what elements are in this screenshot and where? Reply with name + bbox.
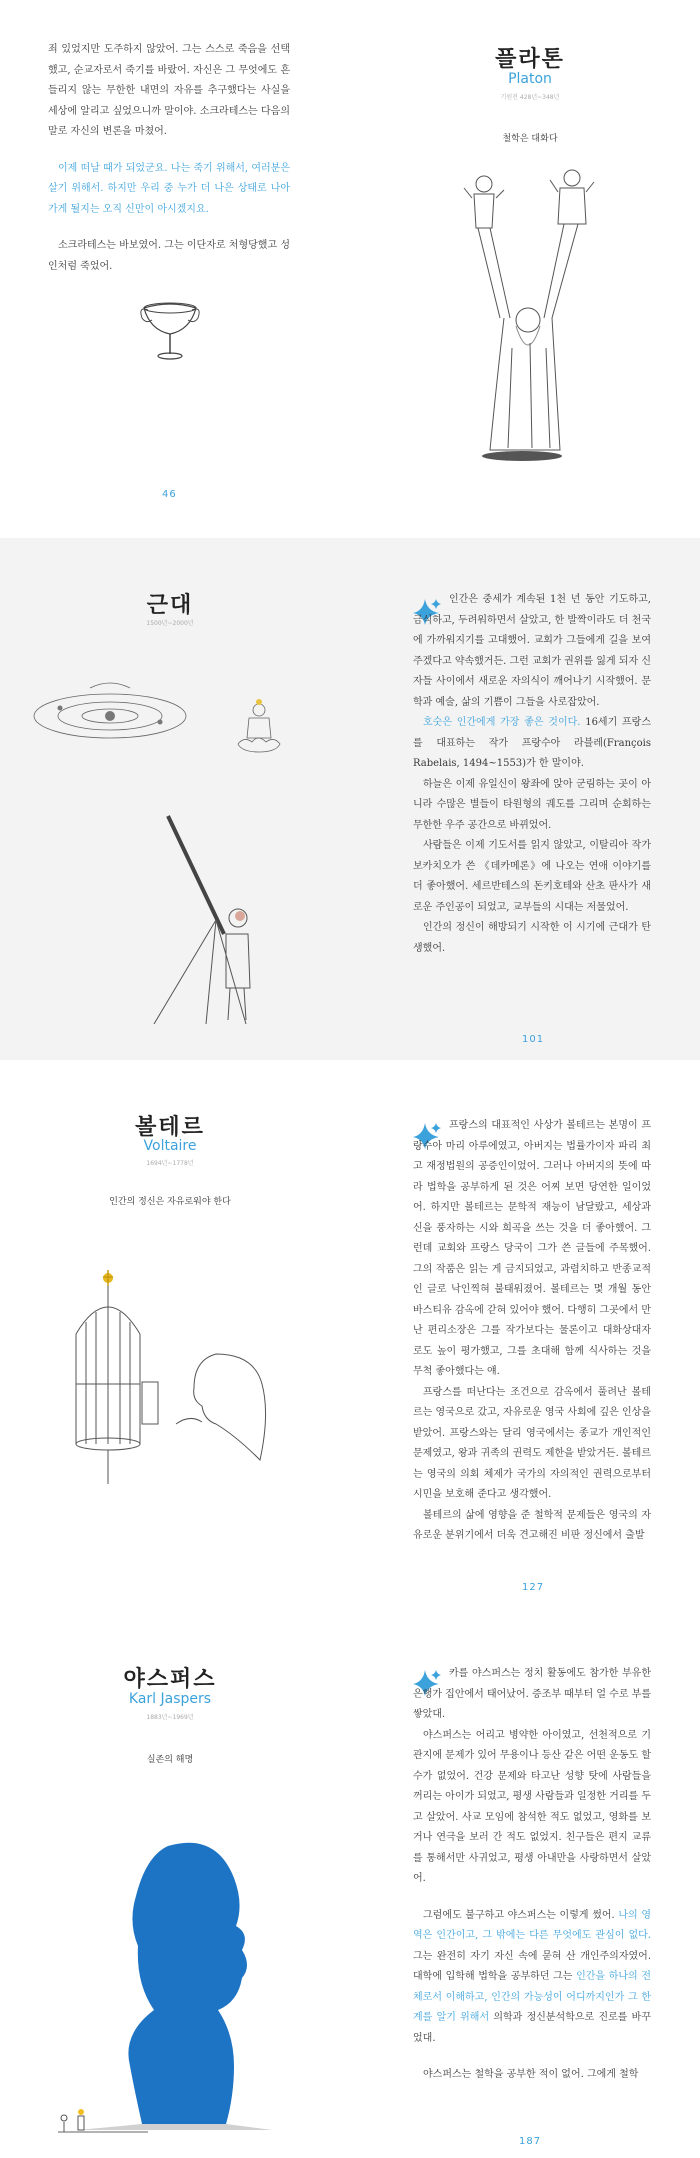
paragraph <box>413 590 651 713</box>
text-segment: 인간은 중세가 계속된 1천 년 동안 기도하고, 금식하고, 두려워하면서 살았고, 한 발짝이라도 더 천국에 가까워지기를 고대했어. 교회가 그들에게 길을 보여주겠다고 약속했거든. 그런 교회가 권위를 잃게 되자 신자들 사이에서 새로운 자의식이 깨어나기 시작했어. 문학과 예술, 삶의 기쁨이 그들을 사로잡았어. <box>413 594 651 708</box>
lifespan: 1500년~2000년 <box>146 620 194 627</box>
text-segment: 야스퍼스는 철학을 공부한 적이 없어. 그에게 철학 <box>423 2069 639 2080</box>
spread-voltaire <box>0 1060 700 1612</box>
paragraph <box>413 1664 651 1726</box>
modern-text <box>413 590 651 959</box>
jaspers-quote: 나의 영역은 인간이고, 그 밖에는 다른 무엇에도 관심이 없다. <box>413 1909 651 1941</box>
paragraph <box>413 775 651 837</box>
page-subtitle: Platon <box>508 71 552 87</box>
motto: 실존의 해명 <box>146 1755 194 1765</box>
text-segment: 인간의 정신이 해방되기 시작한 이 시기에 근대가 탄생했어. <box>413 922 651 954</box>
lifespan: 1694년~1778년 <box>146 1160 194 1167</box>
hemlock-cup-icon <box>140 298 200 366</box>
page-number: 101 <box>522 1034 545 1045</box>
text-segment: 하늘은 이제 유일신이 왕좌에 앉아 군림하는 곳이 아니라 수많은 별들이 타원형의 궤도를 그리며 순회하는 무한한 우주 공간으로 바뀌었어. <box>413 778 651 831</box>
paragraph: 프랑스의 대표적인 사상가 볼테르는 본명이 프랑수아 마리 아루에였고, 아버지는 법률가이자 파리 최고 재정법원의 공증인이었어. 그러나 아버지의 뜻에 따라 법학을 공부하게 된 것은 어찌 보면 당연한 일이었어. 하지만 볼테르는 문학적 재능이 남달랐고, 세상과 신을 풍자하는 시와 희곡을 쓰는 것을 더 좋아했어. 그런데 교회와 프랑스 당국이 그가 쓴 글들에 주목했어. 그의 작품은 읽는 게 금지되었고, 과렴치하고 반종교적인 글로 낙인찍혀 불태워졌어. 볼테르는 몇 개월 동안 바스티유 감옥에 갇혀 있어야 했어. 다행히 그곳에서 만난 편리소장은 그를 작가보다는 물론이고 대화상대자로도 높이 평가했고, 그를 초대해 함께 식사하는 것을 무척 좋아했다는 얘. <box>413 1120 651 1377</box>
paragraph: 죄 있었지만 도주하지 않았어. 그는 스스로 죽음을 선택했고, 순교자로서 죽기를 바랐어. 자신은 그 무엇에도 흔들리지 않는 무한한 내면의 자유를 추구했다는 사실을 세상에 알리고 싶었으니까 말이야. 소크라테스는 다음의 말로 자신의 변론을 마쳤어. <box>48 44 290 137</box>
paragraph <box>413 836 651 918</box>
page-title: 근대 <box>146 592 194 618</box>
lifespan: 1883년~1969년 <box>146 1714 194 1721</box>
page-number: 46 <box>162 489 177 500</box>
rabelais-quote: 호숫은 인간에게 가장 좋은 것이다. <box>423 717 581 728</box>
plato-puppets-illustration <box>460 168 600 464</box>
page-title: 플라톤 <box>495 46 565 72</box>
text-segment: 사람들은 이제 기도서를 읽지 않았고, 이탈리아 작가 보카치오가 쓴 《데카메론》에 나오는 연애 이야기를 더 좋아했어. 세르반테스의 돈키호테와 산초 판사가 새로운 주인공이 되었고, 교부들의 시대는 저물었어. <box>413 840 651 913</box>
motto: 인간의 정신은 자유로워야 한다 <box>109 1197 231 1207</box>
paragraph: 볼테르의 삶에 영향을 준 철학적 문제들은 영국의 자유로운 분위기에서 더욱 견고해진 비판 정신에서 출발 <box>413 1509 651 1541</box>
spread-jaspers <box>0 1612 700 2158</box>
page-subtitle: Karl Jaspers <box>128 1691 212 1707</box>
paragraph <box>413 918 651 959</box>
text-segment: 16세기 프랑스를 대표하는 작가 프랑수아 라블레(François Rabelais, 1494~1553)가 한 말이야. <box>413 717 651 769</box>
text-segment: 야스퍼스는 어리고 병약한 아이였고, 선천적으로 기관지에 문제가 있어 무용이나 등산 같은 어떤 운동도 할 수가 없었어. 건강 문제와 타고난 성향 탓에 사람들을 꺼리는 아이가 되었고, 평생 사람들과 일정한 거리를 두고 살았어. 사교 모임에 참석한 적도 없었고, 영화를 보거나 연극을 보러 간 적도 없었지. 친구들은 편지 교류를 통해서만 사귀었고, 평생 아내만을 사랑하면서 살았어. <box>413 1729 651 1884</box>
astronomer-telescope-illustration <box>146 810 266 1026</box>
paragraph <box>413 2065 651 2086</box>
text-segment: 카를 야스퍼스는 정치 활동에도 참가한 부유한 은행가 집안에서 태어났어. 증조부 때부터 얼 수로 부를 쌓았대. <box>413 1668 651 1720</box>
socrates-quote: 이제 떠날 때가 되었군요. 나는 죽기 위해서, 여러분은 살기 위해서. 하지만 우리 중 누가 더 나은 상태로 나아가게 될지는 오직 신만이 아시겠지요. <box>48 162 290 215</box>
solar-orbits-illustration <box>30 678 190 748</box>
paragraph <box>413 1726 651 1890</box>
god-on-cloud-illustration <box>236 698 282 758</box>
text-segment: 그는 완전히 자기 자신 속에 묻혀 산 개인주의자였어. 대학에 입학해 법학을 공부하던 그는 <box>413 1950 651 1982</box>
jaspers-text <box>413 1664 651 2086</box>
page-subtitle: Voltaire <box>143 1138 197 1154</box>
page-number: 127 <box>522 1582 545 1593</box>
motto: 철학은 대화다 <box>502 134 558 144</box>
page-title: 야스퍼스 <box>123 1666 217 1692</box>
jaspers-silhouette-illustration <box>58 1826 302 2138</box>
page-title: 볼테르 <box>135 1114 205 1140</box>
text-segment: 의학과 정신분석학으로 진로를 바꾸었대. <box>413 2012 651 2044</box>
voltaire-text <box>413 1116 651 1547</box>
page-number: 187 <box>519 2136 542 2147</box>
spread-socrates-plato <box>0 0 700 538</box>
socrates-text <box>48 40 290 277</box>
paragraph: 소크라테스는 바보였어. 그는 이단자로 처형당했고 성인처럼 죽었어. <box>48 240 290 272</box>
text-segment: 그럼에도 불구하고 야스퍼스는 이렇게 썼어. <box>423 1909 619 1921</box>
jaspers-quote: 인간을 하나의 전체로서 이해하고, 인간의 가능성이 어디까지인가 그 한계를 알기 위해서 <box>413 1971 651 2023</box>
lifespan: 기원전 428년~348년 <box>500 94 560 101</box>
voltaire-birdcage-illustration <box>66 1264 282 1494</box>
paragraph: 프랑스를 떠난다는 조건으로 감옥에서 풀려난 볼테르는 영국으로 갔고, 자유로운 영국 사회에 깊은 인상을 받았어. 프랑스와는 달리 영국에서는 종교가 개인적인 문제였고, 왕과 귀족의 권력도 제한을 받았거든. 볼테르는 영국의 의회 체제가 국가의 자의적인 권력으로부터 시민을 보호해 준다고 생각했어. <box>413 1386 651 1500</box>
paragraph <box>413 1906 651 2050</box>
spread-modern-era <box>0 538 700 1060</box>
paragraph <box>413 713 651 775</box>
